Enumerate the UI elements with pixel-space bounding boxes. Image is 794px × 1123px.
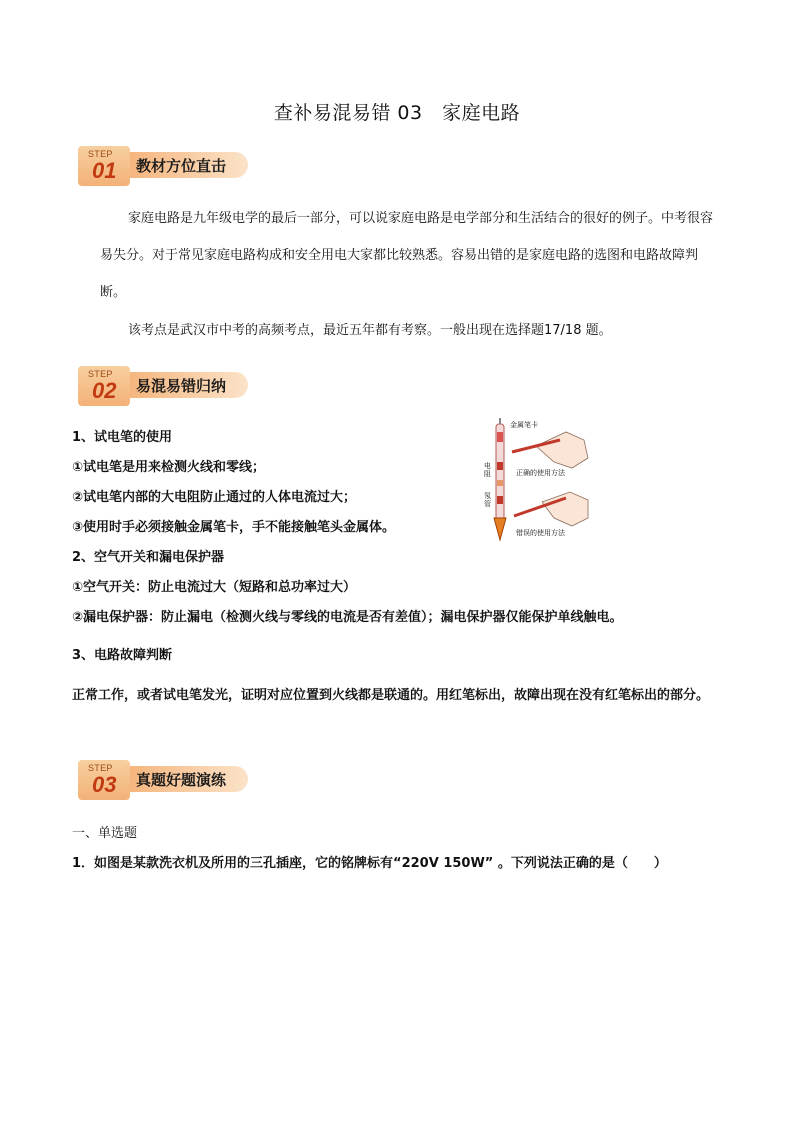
step-word: STEP bbox=[88, 369, 113, 379]
test-pen-figure bbox=[476, 418, 600, 548]
section-heading-tester: 1、试电笔的使用 bbox=[72, 430, 173, 445]
step-01-label: 教材方位直击 bbox=[136, 157, 227, 175]
intro-paragraph-2 bbox=[100, 312, 720, 349]
intro-text-1: 家庭电路是九年级电学的最后一部分，可以说家庭电路是电学部分和生活结合的很好的例子。中考很容易失分。对于常见家庭电路构成和安全用电大家都比较熟悉。容易出错的是家庭电路的选图和电路故障判断。 bbox=[100, 211, 714, 300]
step-number: 03 bbox=[92, 772, 117, 797]
step-word: STEP bbox=[88, 149, 113, 159]
page-title: 查补易混易错 03 家庭电路 bbox=[273, 102, 521, 124]
tester-point-2: ②试电笔内部的大电阻防止通过的人体电流过大； bbox=[72, 490, 357, 505]
tester-point-1: ①试电笔是用来检测火线和零线； bbox=[72, 460, 266, 475]
intro-text-2: 该考点是武汉市中考的高频考点，最近五年都有考察。一般出现在选择题17/18 题。 bbox=[128, 323, 612, 338]
step-number: 02 bbox=[92, 378, 117, 403]
step-03-badge bbox=[78, 760, 250, 800]
breaker-point-1: ①空气开关：防止电流过大（短路和总功率过大） bbox=[72, 580, 357, 595]
fault-paragraph: 正常工作，或者试电笔发光，证明对应位置到火线都是联通的。用红笔标出，故障出现在没有红笔标出的部分。 bbox=[72, 688, 710, 703]
step-01-bar bbox=[124, 152, 248, 178]
question-1: 1．如图是某款洗衣机及所用的三孔插座，它的铭牌标有“220V 150W” 。下列说法正确的是（ ） bbox=[72, 856, 667, 871]
step-number: 01 bbox=[92, 158, 117, 183]
step-01-tab bbox=[78, 146, 130, 186]
figure-label-clip: 金属笔卡 bbox=[510, 421, 538, 429]
figure-label-neon: 氖管 bbox=[484, 492, 491, 508]
section-heading-breaker: 2、空气开关和漏电保护器 bbox=[72, 550, 225, 565]
step-word: STEP bbox=[88, 763, 113, 773]
step-02-badge bbox=[78, 366, 250, 406]
question-section-heading: 一、单选题 bbox=[72, 826, 138, 841]
figure-label-resistor: 电阻 bbox=[484, 462, 491, 478]
step-03-label: 真题好题演练 bbox=[136, 771, 227, 789]
step-02-tab bbox=[78, 366, 130, 406]
step-02-label: 易混易错归纳 bbox=[136, 377, 227, 395]
step-03-tab bbox=[78, 760, 130, 800]
tester-point-3: ③使用时手必须接触金属笔卡，手不能接触笔头金属体。 bbox=[72, 520, 396, 535]
section-heading-fault: 3、电路故障判断 bbox=[72, 648, 173, 663]
intro-paragraph-1 bbox=[100, 200, 720, 311]
figure-label-correct: 正确的使用方法 bbox=[516, 469, 565, 477]
step-02-bar bbox=[124, 372, 248, 398]
breaker-point-2: ②漏电保护器：防止漏电（检测火线与零线的电流是否有差值）；漏电保护器仅能保护单线触电。 bbox=[72, 610, 623, 625]
figure-label-wrong: 错误的使用方法 bbox=[516, 529, 565, 537]
step-03-bar bbox=[124, 766, 248, 792]
step-01-badge bbox=[78, 146, 250, 186]
